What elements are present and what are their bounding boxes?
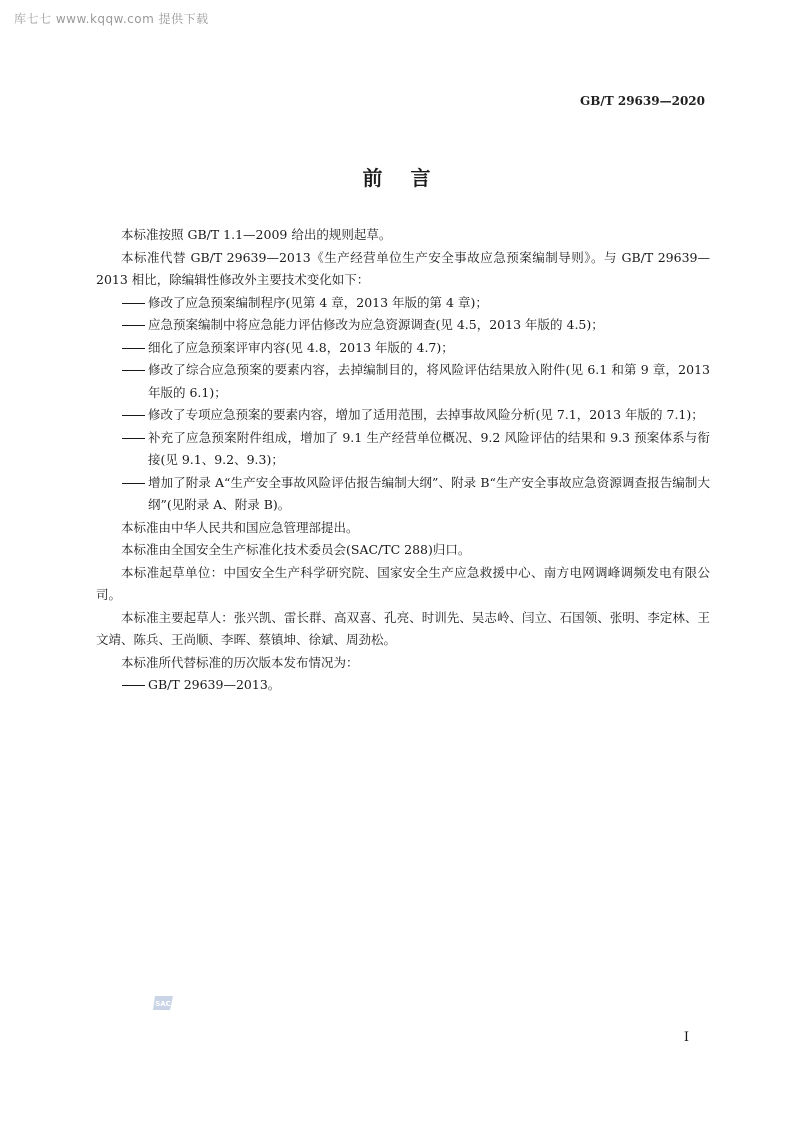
history-item	[96, 674, 710, 697]
paragraph: 本标准由全国安全生产标准化技术委员会(SAC/TC 288)归口。	[121, 542, 471, 557]
foreword-body	[96, 224, 710, 697]
list-item	[96, 472, 710, 517]
list-item	[96, 427, 710, 472]
list-item	[96, 337, 710, 360]
page-title: 前言	[362, 166, 459, 190]
list-item-text: 补充了应急预案附件组成，增加了 9.1 生产经营单位概况、9.2 风险评估的结果和 9.3 预案体系与衔接(见 9.1、9.2、9.3)；	[148, 429, 710, 467]
watermark-text: 库七七 www.kqqw.com 提供下载	[14, 12, 209, 26]
history-item-text: GB/T 29639—2013。	[148, 677, 281, 692]
sac-logo-icon	[152, 994, 176, 1012]
list-item	[96, 404, 710, 427]
paragraph: 本标准起草单位：中国安全生产科学研究院、国家安全生产应急救援中心、南方电网调峰调频发电有限公司。	[96, 564, 710, 602]
page-number: I	[683, 1030, 689, 1045]
list-item-text: 应急预案编制中将应急能力评估修改为应急资源调查(见 4.5，2013 年版的 4.5)；	[148, 317, 604, 332]
list-item	[96, 292, 710, 315]
paragraph: 本标准由中华人民共和国应急管理部提出。	[121, 519, 359, 535]
paragraph: 本标准代替 GB/T 29639—2013《生产经营单位生产安全事故应急预案编制导则》。与 GB/T 29639—2013 相比，除编辑性修改外主要技术变化如下：	[96, 249, 710, 287]
list-item-text: 修改了综合应急预案的要素内容，去掉编制目的，将风险评估结果放入附件(见 6.1 和第 9 章，2013 年版的 6.1)；	[148, 362, 710, 400]
list-item-text: 细化了应急预案评审内容(见 4.8，2013 年版的 4.7)；	[148, 339, 454, 355]
list-item	[96, 314, 710, 337]
list-item-text: 修改了专项应急预案的要素内容，增加了适用范围，去掉事故风险分析(见 7.1，2013 年版的 7.1)；	[148, 407, 704, 422]
list-item-text: 修改了应急预案编制程序(见第 4 章，2013 年版的第 4 章)；	[148, 294, 488, 310]
standard-code: GB/T 29639—2020	[579, 94, 705, 108]
paragraph: 本标准所代替标准的历次版本发布情况为：	[121, 654, 359, 670]
list-item	[96, 359, 710, 404]
paragraph: 本标准主要起草人：张兴凯、雷长群、高双喜、孔亮、时训先、吴志岭、闫立、石国领、张明、李定林、王文靖、陈兵、王尚顺、李晖、蔡镇坤、徐斌、周劲松。	[96, 609, 710, 647]
paragraph: 本标准按照 GB/T 1.1—2009 给出的规则起草。	[121, 227, 392, 242]
list-item-text: 增加了附录 A“生产安全事故风险评估报告编制大纲”、附录 B“生产安全事故应急资源调查报告编制大纲”(见附录 A、附录 B)。	[148, 474, 710, 512]
svg-text:SAC: SAC	[155, 1000, 171, 1008]
